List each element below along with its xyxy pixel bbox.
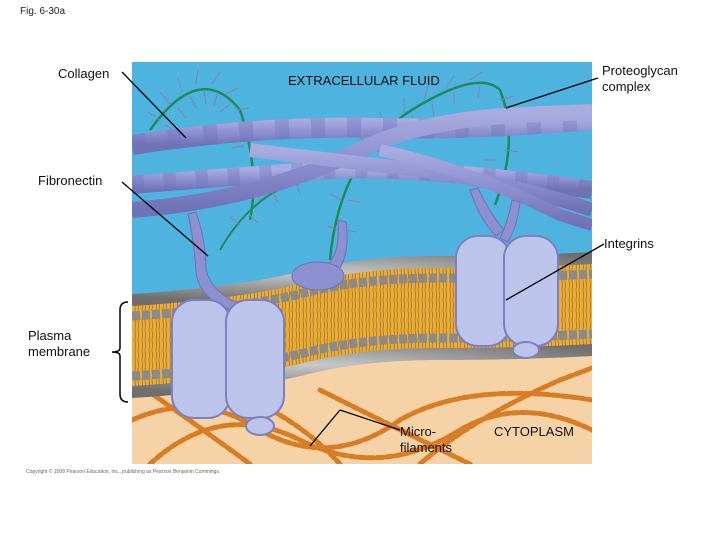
label-proteoglycan-line2: complex xyxy=(602,79,651,94)
label-plasma-line1: Plasma xyxy=(28,328,72,343)
label-fibronectin: Fibronectin xyxy=(38,173,103,188)
label-proteoglycan-line1: Proteoglycan xyxy=(602,63,678,78)
label-integrins: Integrins xyxy=(604,236,654,251)
label-plasma-line2: membrane xyxy=(28,344,91,359)
label-cytoplasm: CYTOPLASM xyxy=(494,424,574,439)
copyright-notice: Copyright © 2008 Pearson Education, Inc., publishing as Pearson Benjamin Cummings. xyxy=(26,469,221,475)
label-microfilaments-line1: Micro- xyxy=(400,424,437,439)
label-collagen: Collagen xyxy=(58,66,110,81)
figure-number: Fig. 6-30a xyxy=(20,6,66,17)
label-extracellular-fluid: EXTRACELLULAR FLUID xyxy=(288,73,440,88)
label-microfilaments-line2: filaments xyxy=(400,440,453,455)
